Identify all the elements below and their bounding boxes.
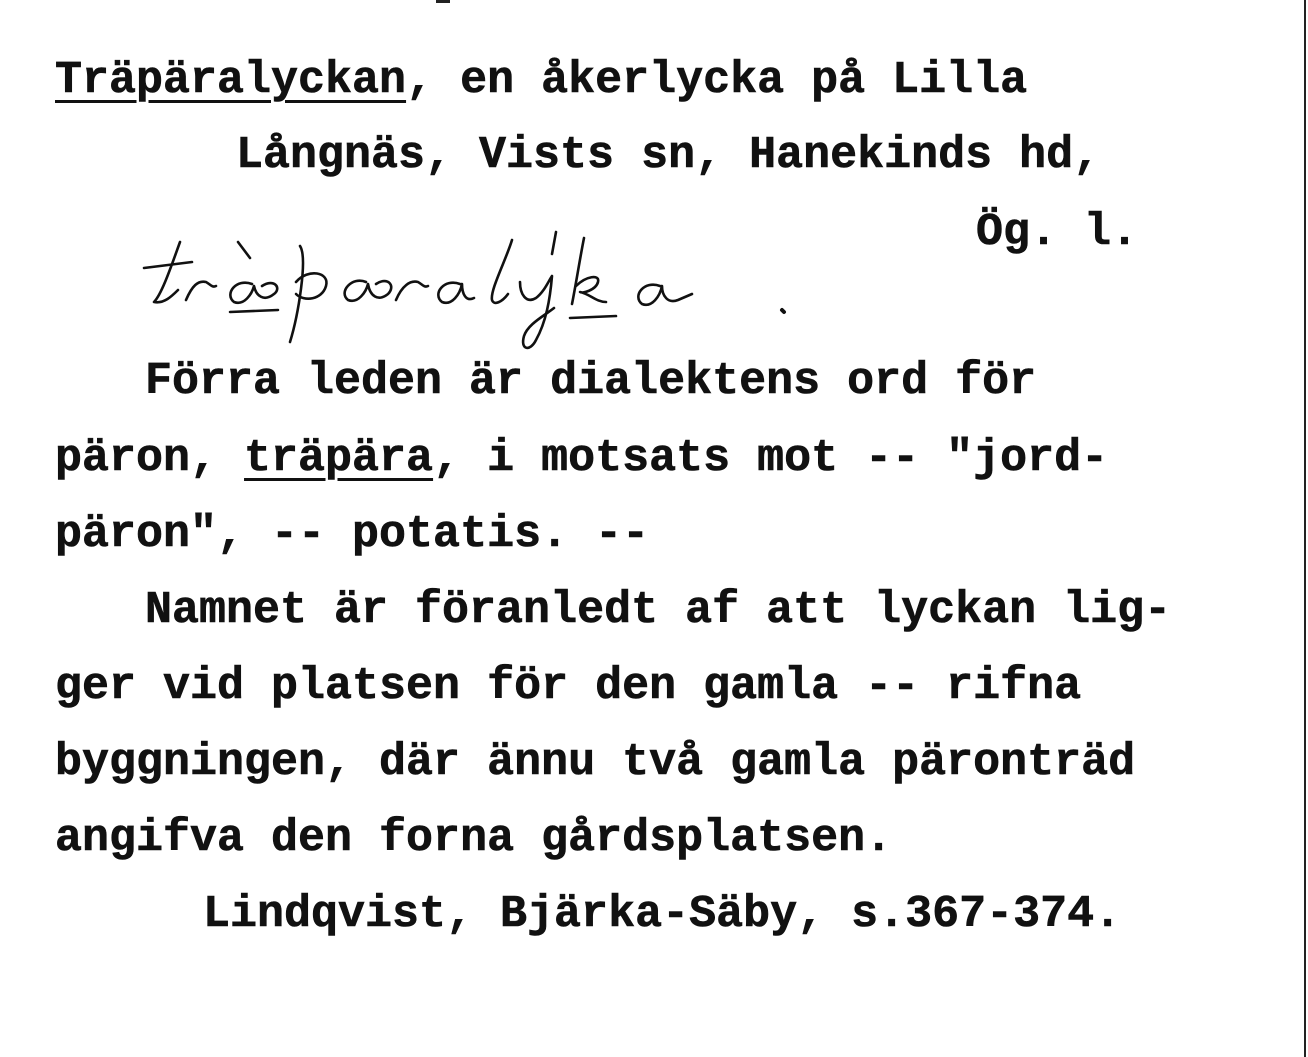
para1-line-2 [55, 433, 1109, 484]
para1-line-2-end: , i motsats mot -- "jord- [433, 433, 1109, 484]
para2-line-1: Namnet är föranledt af att lyckan lig- [145, 585, 1172, 636]
para2-line-4: angifva den forna gårdsplatsen. [55, 813, 893, 864]
para1-line-1: Förra leden är dialektens ord för [145, 356, 1037, 407]
top-mark [436, 0, 450, 3]
para1-line-2-start: päron, [55, 433, 245, 484]
entry-line-2: Långnäs, Vists sn, Hanekinds hd, [236, 130, 1101, 181]
handwritten-pronunciation [140, 224, 820, 359]
dialect-word: träpära [244, 433, 434, 484]
headword: Träpäralyckan [55, 55, 407, 106]
para2-line-2: ger vid platsen för den gamla -- rifna [55, 661, 1082, 712]
region-code: Ög. l. [976, 207, 1139, 258]
entry-line-1 [55, 55, 1028, 106]
card-edge [1304, 0, 1306, 1057]
para1-line-3: päron", -- potatis. -- [55, 509, 650, 560]
entry-line-1-rest: , en åkerlycka på Lilla [406, 55, 1028, 106]
para2-line-3: byggningen, där ännu två gamla päronträd [55, 737, 1136, 788]
source-reference: Lindqvist, Bjärka-Säby, s.367-374. [203, 889, 1122, 940]
